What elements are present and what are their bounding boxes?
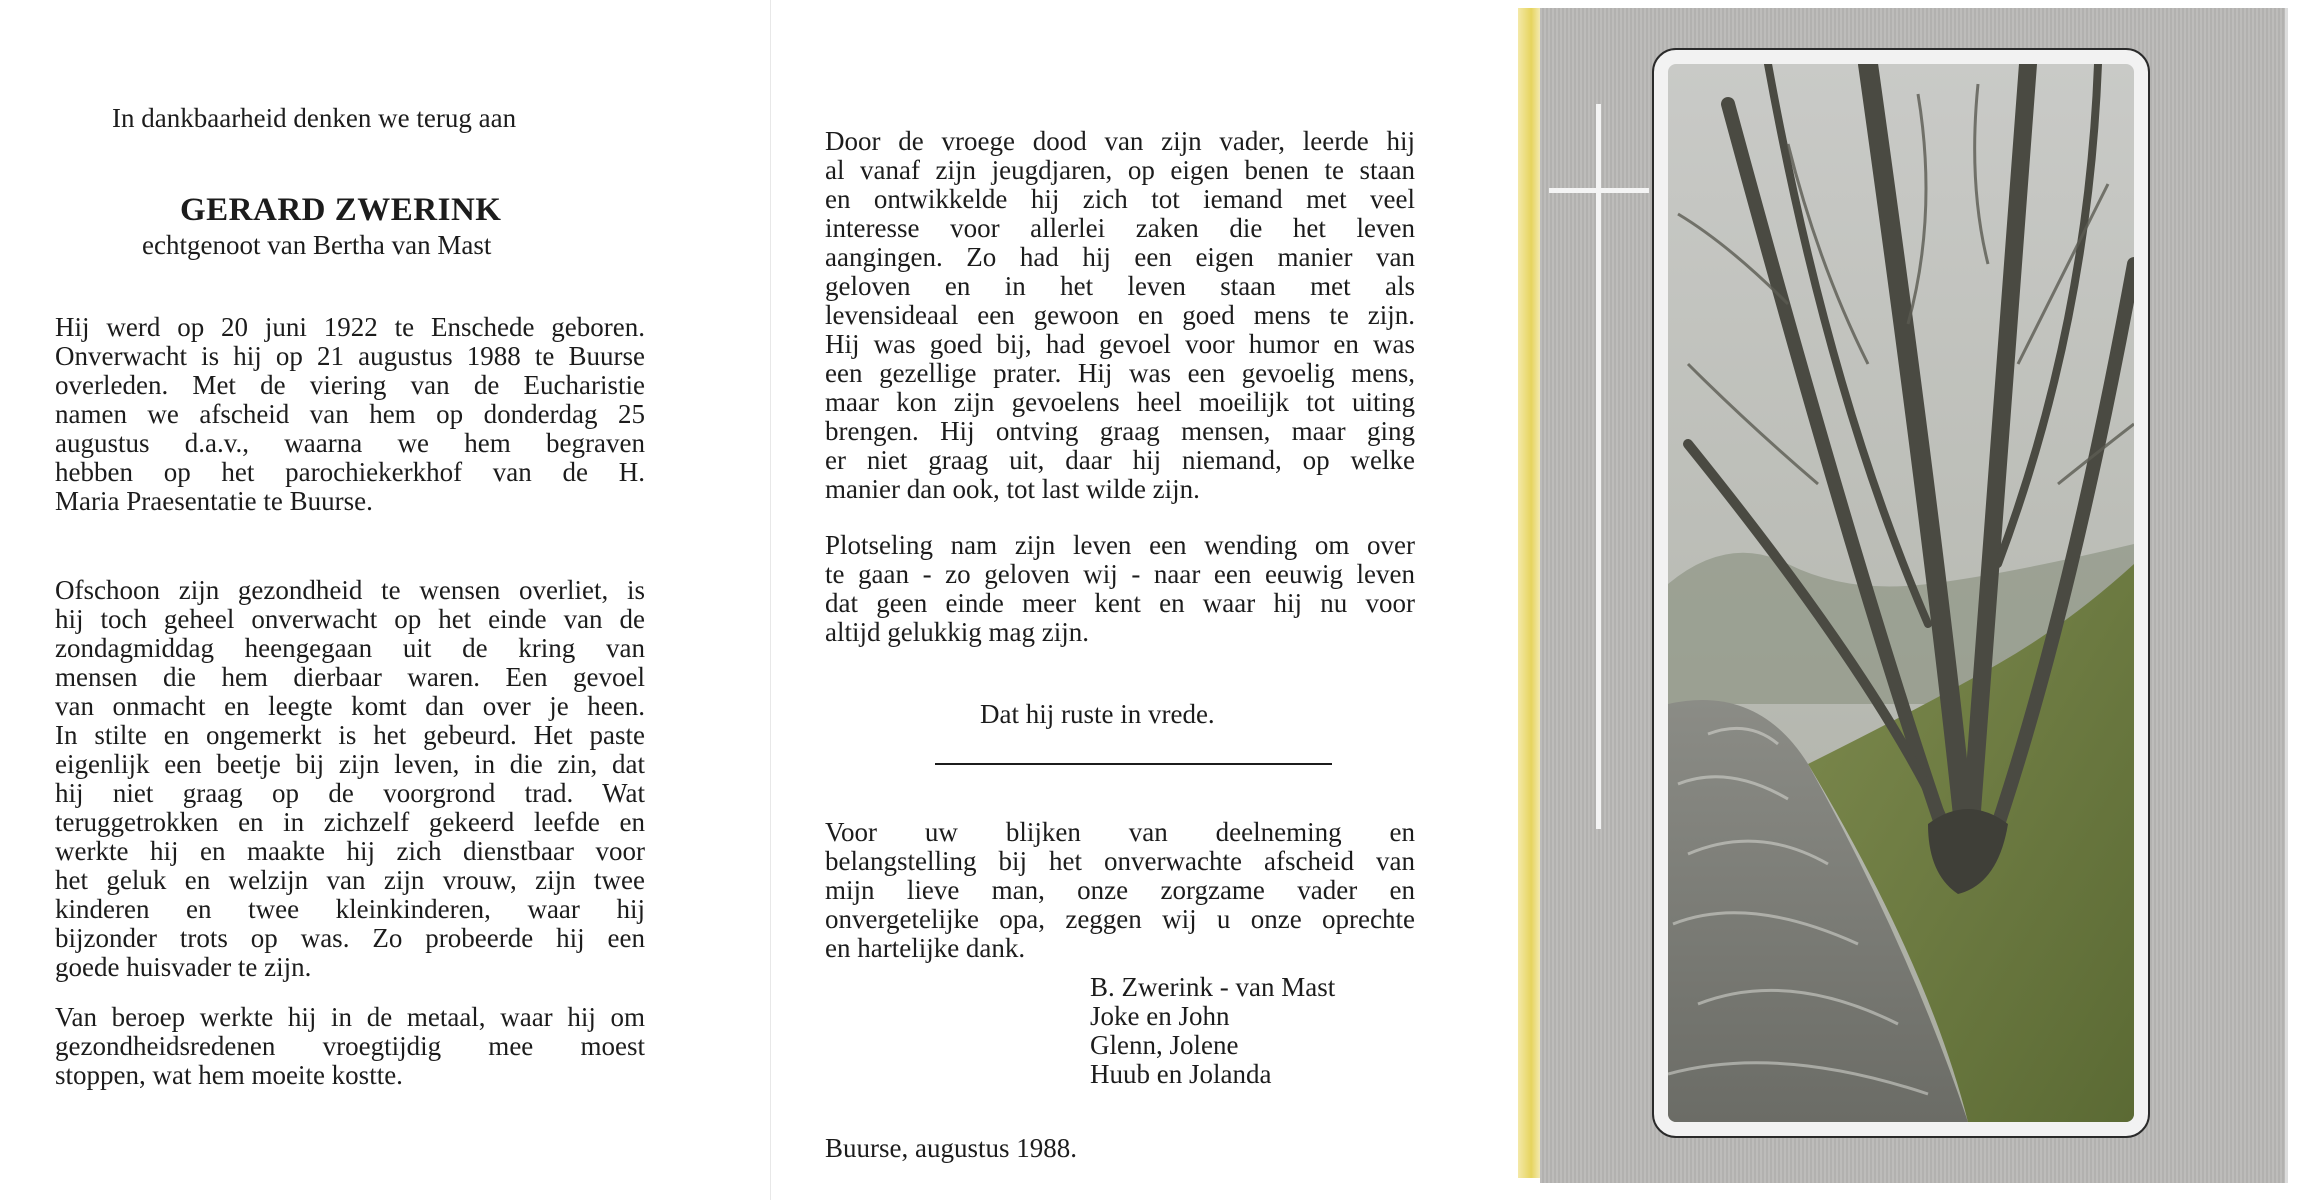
text-line: van onmacht en leegte komt dan over je heen.: [55, 691, 645, 721]
text-line: maar kon zijn gevoelens heel moeilijk tot uiting: [825, 387, 1415, 417]
text-line: hebben op het parochiekerkhof van de H.: [55, 457, 645, 487]
text-line: altijd gelukkig mag zijn.: [825, 617, 1089, 647]
text-line: Van beroep werkte hij in de metaal, waar hij om: [55, 1002, 645, 1032]
text-line: mensen die hem dierbaar waren. Een gevoel: [55, 662, 645, 692]
text-line: en hartelijke dank.: [825, 933, 1026, 963]
signer: Joke en John: [1090, 1001, 1230, 1031]
text-line: In stilte en ongemerkt is het gebeurd. Het paste: [55, 720, 645, 750]
text-line: dat geen einde meer kent en waar hij nu voor: [825, 588, 1415, 618]
text-line: aangingen. Zo had hij een eigen manier van: [825, 242, 1415, 272]
intro-line: In dankbaarheid denken we terug aan: [112, 103, 517, 133]
text-line: al vanaf zijn jeugdjaren, op eigen benen te staan: [825, 155, 1415, 185]
text-line: goede huisvader te zijn.: [55, 952, 312, 982]
left-paragraph-1: [55, 313, 645, 516]
signers-list: [1090, 973, 1335, 1089]
text-line: Hij werd op 20 juni 1922 te Enschede geboren.: [55, 312, 645, 342]
text-line: bijzonder trots op was. Zo probeerde hij een: [55, 923, 645, 953]
text-line: werkte hij en maakte hij zich dienstbaar voor: [55, 836, 645, 866]
left-paragraph-3: [55, 1003, 645, 1090]
text-line: namen we afscheid van hem op donderdag 25: [55, 399, 645, 429]
text-line: Maria Praesentatie te Buurse.: [55, 486, 373, 516]
deceased-name: GERARD ZWERINK: [180, 192, 502, 228]
text-line: een gezellige prater. Hij was een gevoelig mens,: [825, 358, 1415, 388]
cross-icon-bar: [1549, 188, 1649, 193]
text-line: onvergetelijke opa, zeggen wij u onze oprechte: [825, 904, 1415, 934]
text-line: Plotseling nam zijn leven een wending om over: [825, 530, 1415, 560]
text-line: stoppen, wat hem moeite kostte.: [55, 1060, 403, 1090]
text-line: overleden. Met de viering van de Eucharistie: [55, 370, 645, 400]
text-line: manier dan ook, tot last wilde zijn.: [825, 474, 1200, 504]
text-line: en ontwikkelde hij zich tot iemand met veel: [825, 184, 1415, 214]
text-line: augustus d.a.v., waarna we hem begraven: [55, 428, 645, 458]
text-line: te gaan - zo geloven wij - naar een eeuwig leven: [825, 559, 1415, 589]
text-line: interesse voor allerlei zaken die het leven: [825, 213, 1415, 243]
cross-icon: [1596, 104, 1601, 829]
rest-in-peace: Dat hij ruste in vrede.: [980, 699, 1215, 729]
place-date: Buurse, augustus 1988.: [825, 1133, 1077, 1163]
text-line: er niet graag uit, daar hij niemand, op welke: [825, 445, 1415, 475]
text-line: kinderen en twee kleinkinderen, waar hij: [55, 894, 645, 924]
text-line: brengen. Hij ontving graag mensen, maar ging: [825, 416, 1415, 446]
text-line: mijn lieve man, onze zorgzame vader en: [825, 875, 1415, 905]
text-line: belangstelling bij het onverwachte afscheid van: [825, 846, 1415, 876]
text-line: levensideaal een gewoon en goed mens te zijn.: [825, 300, 1415, 330]
text-line: Onverwacht is hij op 21 augustus 1988 te Buurse: [55, 341, 645, 371]
text-line: geloven en in het leven staan met als: [825, 271, 1415, 301]
text-line: het geluk en welzijn van zijn vrouw, zijn twee: [55, 865, 645, 895]
text-line: teruggetrokken en in zichzelf gekeerd leefde en: [55, 807, 645, 837]
photo-frame: [1652, 48, 2150, 1138]
signer: Glenn, Jolene: [1090, 1030, 1239, 1060]
signer: B. Zwerink - van Mast: [1090, 972, 1336, 1002]
thanks-paragraph: [825, 818, 1415, 963]
card-edge: [1518, 8, 1540, 1178]
text-line: Ofschoon zijn gezondheid te wensen overliet, is: [55, 575, 645, 605]
riverside-trees-photo: [1668, 64, 2134, 1122]
divider-line: [935, 763, 1332, 765]
text-line: gezondheidsredenen vroegtijdig mee moest: [55, 1031, 645, 1061]
middle-paragraph-2: [825, 531, 1415, 647]
left-paragraph-2: [55, 576, 645, 982]
text-line: hij toch geheel onverwacht op het einde van de: [55, 604, 645, 634]
text-line: Hij was goed bij, had gevoel voor humor en was: [825, 329, 1415, 359]
spouse-subtitle: echtgenoot van Bertha van Mast: [142, 230, 492, 260]
text-line: Door de vroege dood van zijn vader, leerde hij: [825, 126, 1415, 156]
text-line: Voor uw blijken van deelneming en: [825, 817, 1415, 847]
text-line: zondagmiddag heengegaan uit de kring van: [55, 633, 645, 663]
text-line: eigenlijk een beetje bij zijn leven, in die zin, dat: [55, 749, 645, 779]
middle-paragraph-1: [825, 127, 1415, 504]
signer: Huub en Jolanda: [1090, 1059, 1272, 1089]
text-line: hij niet graag op de voorgrond trad. Wat: [55, 778, 645, 808]
